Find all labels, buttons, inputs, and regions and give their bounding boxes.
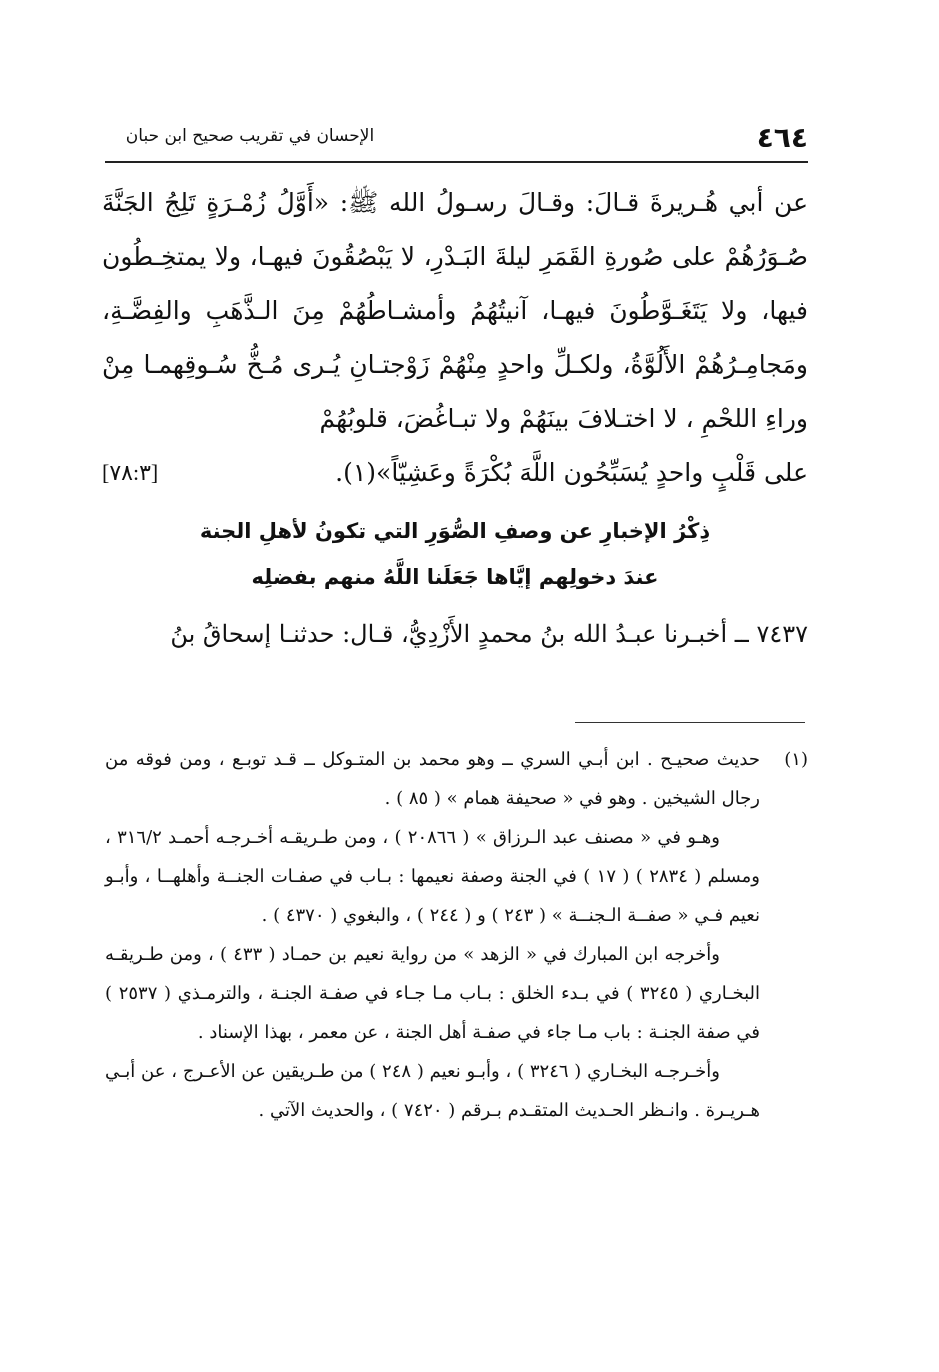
hadith-ending: على قَلْبٍ واحدٍ يُسَبِّحُون اللَّهَ بُكْرَةً وعَشِيّاً»(١). <box>335 458 808 487</box>
footnotes <box>105 740 808 1130</box>
page-number: ٤٦٤ <box>756 121 808 154</box>
running-title: الإحسان في تقريب صحيح ابن حبان <box>125 126 375 146</box>
heading-line-2: عندَ دخولِهم إيَّاها جَعَلَنا اللَّهُ منهم بفضلِه <box>251 565 659 589</box>
footnote-first-paragraph: حديث صحيـح . ابن أبـي السري ــ وهو محمد بن المتـوكل ــ قـد توبـع ، ومن فوقه من رجال الشيخين . وهو في « صحيفة همام » ( ٨٥ ) . <box>105 749 760 809</box>
page-header <box>105 112 808 160</box>
next-hadith-start: ٧٤٣٧ ــ أخبـرنا عبـدُ الله بنُ محمدٍ الأَزْدِيُّ، قـال: حدثنـا إسحاقُ بنُ <box>170 620 808 648</box>
header-rule <box>105 161 808 163</box>
footnote-separator <box>575 722 805 723</box>
footnote-paragraph-2 <box>105 818 808 935</box>
footnote-paragraph-4 <box>105 1052 808 1130</box>
hadith-last-line <box>102 446 808 500</box>
section-heading <box>102 508 808 600</box>
hadith-text <box>102 176 808 500</box>
hadith-body: عن أبي هُـريرةَ قـالَ: وقـالَ رسـولُ الله ﷺ: «أَوَّلُ زُمْـرَةٍ تَلِجُ الجَنَّةَ صُـوَرُهُمْ على صُورةِ القَمَرِ ليلةَ البَـدْرِ، لا يَبْصُقُونَ فيهـا، ولا يمتخِـطُون فيها، ولا يَتَغَـوَّطُونَ فيهـا، آنيتُهُمُ وأمشـاطُهُمْ مِنَ الـذَّهَبِ والفِضَّـةِ، ومَجامِـرُهُمْ الأَلُوَّةُ، ولكـلِّ واحدٍ مِنْهُمْ زَوْجتـانِ يُـرى مُـخُّ سُـوقِهمـا مِنْ وراءِ اللحْمِ ، لا اختـلافَ بينَهُمْ ولا تبـاغُضَ، قلوبُهُمْ <box>102 188 808 433</box>
footnote-paragraph-4-text: وأخـرجـه البخـاري ( ٣٢٤٦ ) ، وأبـو نعيم ( ٢٤٨ ) من طـريقين عن الأعـرج ، عن أبـي هـريـرة . وانـظر الحـديث المتقـدم بـرقم ( ٧٤٢٠ ) ، والحديث الآتي . <box>105 1061 760 1121</box>
footnote-number: (١) <box>784 749 808 770</box>
footnote-paragraph-2-text: وهـو في « مصنف عبد الـرزاق » ( ٢٠٨٦٦ ) ، ومن طـريقـه أخـرجـه أحمـد ٣١٦/٢ ، ومسلم ( ٢٨٣٤ ) ( ١٧ ) في الجنة وصفة نعيمها : بـاب في صفـات الجنــة وأهلهــا ، وأبـو نعيم فـي « صفــة الـجنــة » ( ٢٤٣ ) و ( ٢٤٤ ) ، والبغوي ( ٤٣٧٠ ) . <box>105 827 760 926</box>
footnote-paragraph-3 <box>105 935 808 1052</box>
footnote-paragraph-3-text: وأخرجه ابن المبارك في « الزهد » من رواية نعيم بن حمـاد ( ٤٣٣ ) ، ومن طـريقـه البخـاري ( ٣٢٤٥ ) في بـدء الخلق : بـاب مـا جـاء في صفـة الجنـة ، والترمـذي ( ٢٥٣٧ ) في صفة الجنـة : باب مـا جاء في صفـة أهل الجنة ، عن معمر ، بهذا الإسناد . <box>105 944 760 1043</box>
cross-reference: [٧٨:٣] <box>102 460 159 485</box>
footnote-1 <box>105 740 808 818</box>
heading-line-1: ذِكْرُ الإخبارِ عن وصفِ الصُّوَرِ التي تكونُ لأهلِ الجنة <box>199 519 711 543</box>
